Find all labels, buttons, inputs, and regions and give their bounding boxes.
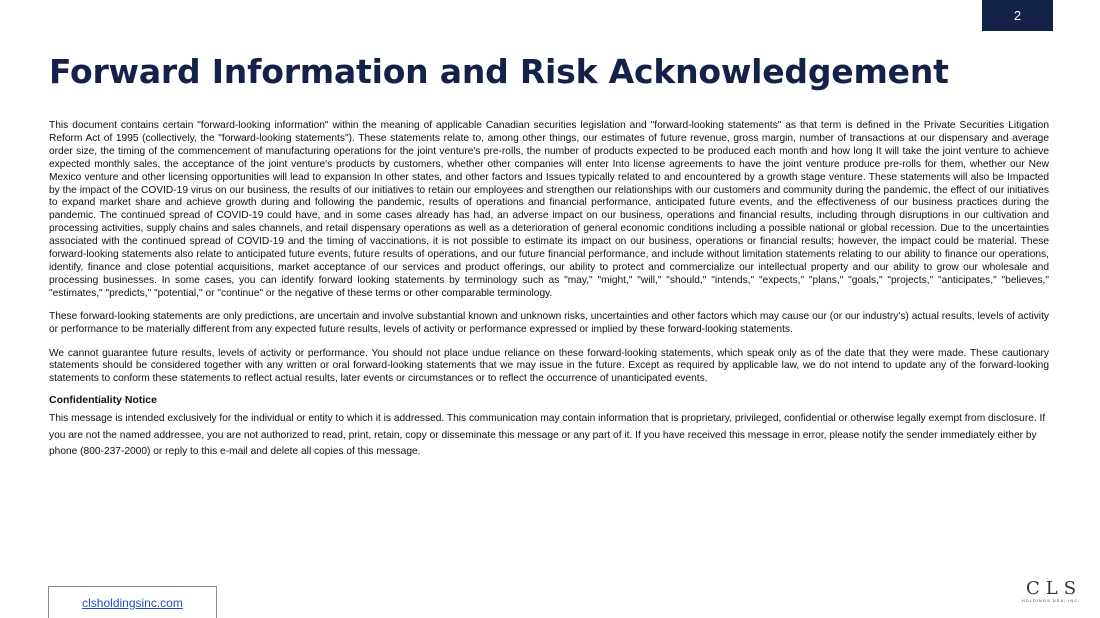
- page-title: Forward Information and Risk Acknowledgement: [49, 52, 949, 91]
- forward-looking-paragraph: This document contains certain "forward-looking information" within the meaning of applicable Canadian securities legislation and "forward-looking statements" as that term is defined in the Private Securities Litigation Reform Act of 1995 (collectively, the "forward-looking statements"). These statements relate to, among other things, our estimates of future revenue, gross margin, number of transactions at our dispensary and average order size, the timing of the commencement of manufacturing operations for the joint venture's pre-rolls, the number of products expected to be produced each month and how long It will take the joint venture to achieve expected monthly sales, the acceptance of the joint venture's products by customers, whether other companies will enter Into license agreements to have the joint venture produce pre-rolls for them, whether our New Mexico venture and other licensing opportunities will lead to expansion In other states, and other factors and Issues typically related to and encountered by a growth stage venture. These statements will also be Impacted by the impact of the COVID-19 virus on our business, the results of our initiatives to retain our employees and strengthen our relationships with our customers and community during the pandemic, the effect of our initiatives to expand market share and achieve growth during and following the pandemic, results of operations and financial performance, anticipated future events, and the effectiveness of our business practices during the pandemic. The continued spread of COVID-19 could have, and in some cases already has had, an adverse impact on our business, operations and financial results, including through disruptions in our cultivation and processing activities, supply chains and sales channels, and retail dispensary operations as well as a deterioration of general economic conditions including a possible national or global recession. Due to the uncertainties associated with the continued spread of COVID-19 and the timing of vaccinations, it is not possible to estimate its impact on our business, operations or financial results; however, the impact could be material. These forward-looking statements also relate to anticipated future events, future results of operations, and our future financial performance, and include without limitation statements relating to our ability to finance our operations, identify, finance and close potential acquisitions, market acceptance of our services and product offerings, our ability to protect and commercialize our intellectual property and our ability to grow our wholesale and processing businesses. In some cases, you can identify forward looking statements by terminology such as "may," "might," "will," "should," "intends," "expects," "plans," "goals," "projects," "anticipates," "believes," "estimates," "predicts," "potential," or "continue" or the negative of these terms or other comparable terminology.: [49, 120, 1049, 299]
- confidentiality-text: This message is intended exclusively for the individual or entity to which it is addressed. This communication may contain information that is proprietary, privileged, confidential or otherwise legally exempt from disclosure. If you are not the named addressee, you are not authorized to read, print, retain, copy or disseminate this message or any part of it. If you have received this message in error, please notify the sender immediately either by phone (800-237-2000) or reply to this e-mail and delete all copies of this message.: [49, 413, 1046, 458]
- website-link[interactable]: clsholdingsinc.com: [48, 586, 217, 618]
- page-number-badge: 2: [982, 0, 1053, 31]
- logo-subtitle: HOLDINGS USA, INC.: [1021, 598, 1081, 603]
- disclaimer-body: [49, 120, 1049, 471]
- confidentiality-heading: Confidentiality Notice: [49, 394, 157, 407]
- predictions-paragraph: These forward-looking statements are only predictions, are uncertain and involve substantial known and unknown risks, uncertainties and other factors which may cause our (or our industry's) actual results, levels of activity or performance to be materially different from any expected future results, levels of activity or performance expressed or implied by these forward-looking statements.: [49, 311, 1049, 336]
- company-logo: [1018, 580, 1084, 606]
- logo-wordmark: CLS: [1025, 578, 1083, 599]
- no-guarantee-paragraph: We cannot guarantee future results, levels of activity or performance. You should not place undue reliance on these forward-looking statements, which speak only as of the date that they were made. These cautionary statements should be considered together with any written or oral forward-looking statements that we may issue in the future. Except as required by applicable law, we do not intend to update any of the forward-looking statements to conform these statements to reflect actual results, later events or circumstances or to reflect the occurrence of unanticipated events.: [49, 347, 1049, 385]
